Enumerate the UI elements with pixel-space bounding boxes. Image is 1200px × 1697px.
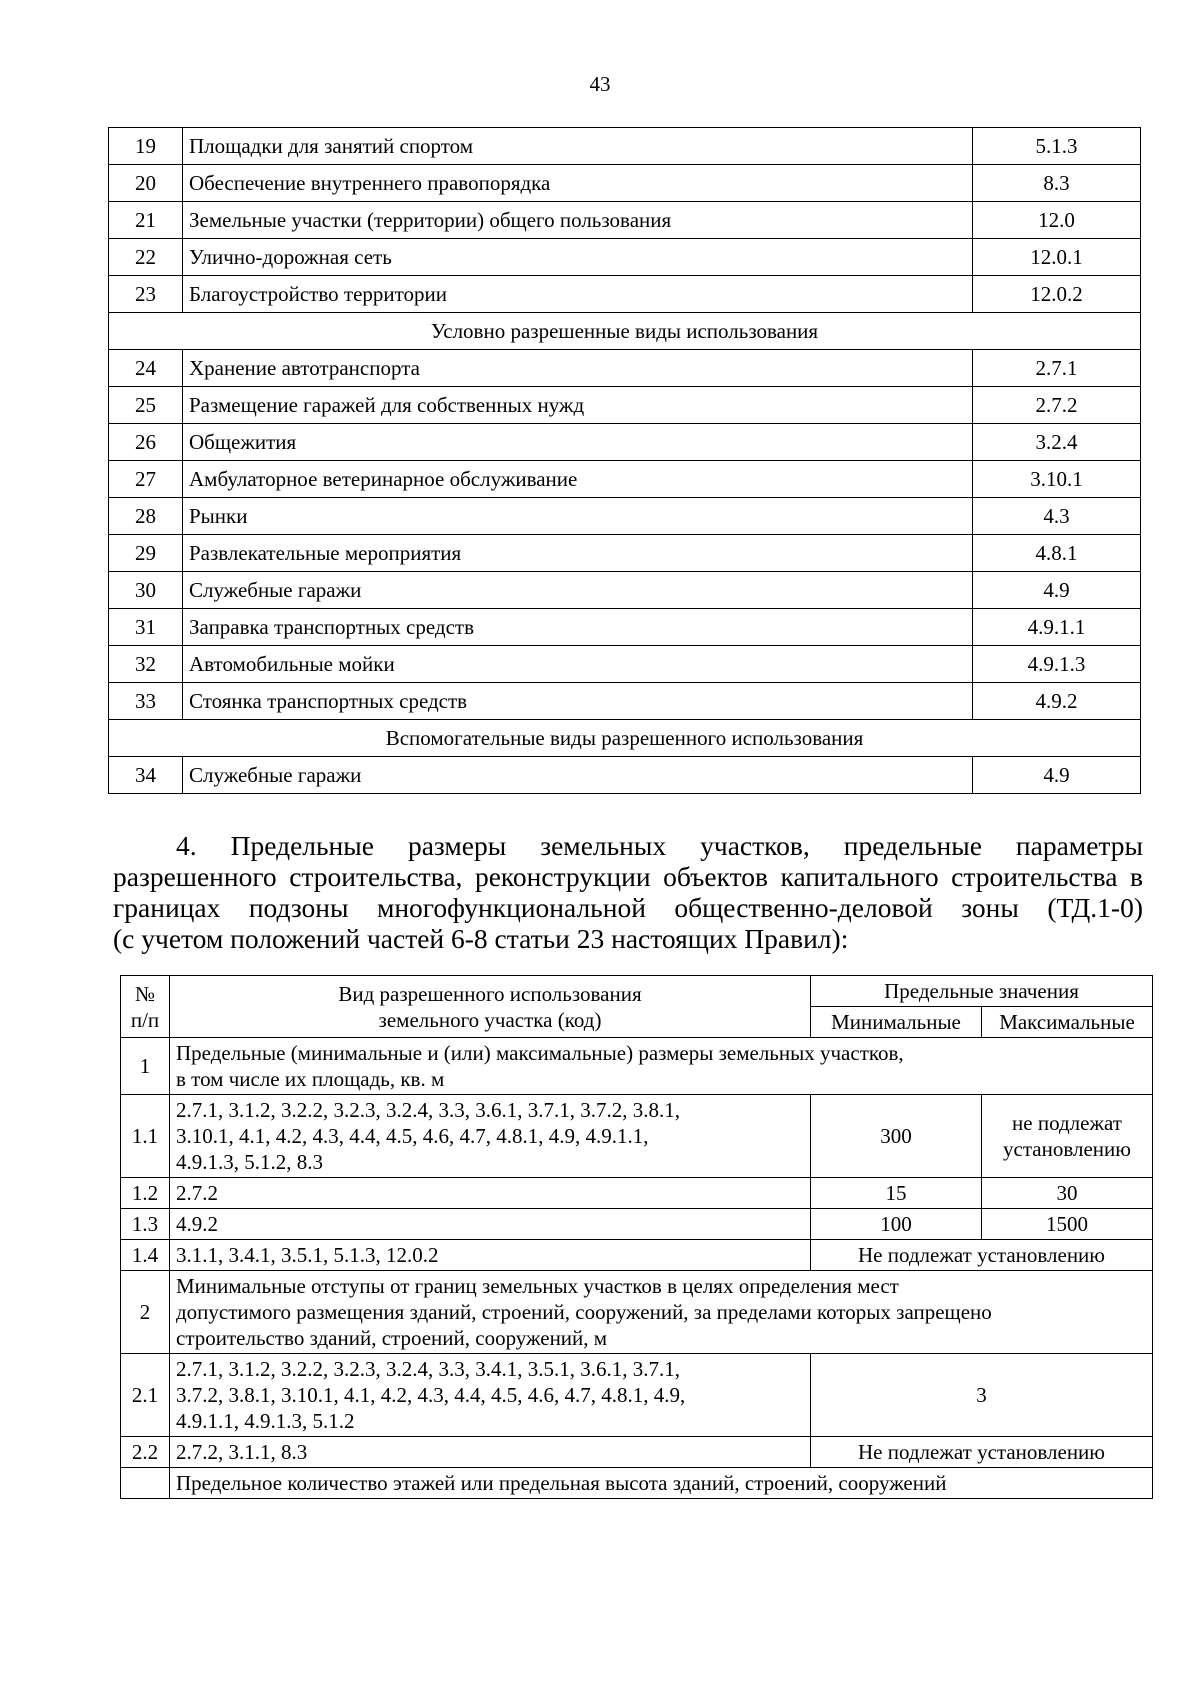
use-name: Благоустройство территории: [183, 276, 973, 313]
use-code: 3.10.1: [973, 461, 1141, 498]
row-max: [982, 1095, 1153, 1178]
use-row: [109, 165, 1141, 202]
row-description: [170, 1038, 1153, 1095]
header-row: [121, 976, 1153, 1007]
use-name: Автомобильные мойки: [183, 646, 973, 683]
use-name: Стоянка транспортных средств: [183, 683, 973, 720]
row-codes: 2.7.2, 3.1.1, 8.3: [170, 1437, 811, 1468]
row-codes: [170, 1095, 811, 1178]
use-name: Общежития: [183, 424, 973, 461]
table-row: [121, 1095, 1153, 1178]
description-line: Минимальные отступы от границ земельных участков в целях определения мест: [176, 1274, 899, 1298]
row-num: 1: [121, 1038, 170, 1095]
paragraph-line: границах подзоны многофункциональной общественно-деловой зоны (ТД.1-0): [113, 892, 1143, 923]
section-conditional-uses: Условно разрешенные виды использования: [109, 313, 1141, 350]
use-name: Служебные гаражи: [183, 757, 973, 794]
header-kind-line: Вид разрешенного использования: [338, 981, 642, 1006]
use-code: 12.0.2: [973, 276, 1141, 313]
use-code: 5.1.3: [973, 128, 1141, 165]
row-max: 1500: [982, 1209, 1153, 1240]
row-number: 34: [109, 757, 183, 794]
use-name: Заправка транспортных средств: [183, 609, 973, 646]
use-row: [109, 683, 1141, 720]
row-num: 2.1: [121, 1354, 170, 1437]
row-number: 28: [109, 498, 183, 535]
use-row: [109, 535, 1141, 572]
use-code: 4.3: [973, 498, 1141, 535]
table-row: [121, 1240, 1153, 1271]
use-code: 4.9.2: [973, 683, 1141, 720]
table-row: [121, 1209, 1153, 1240]
codes-line: 4.9.1.1, 4.9.1.3, 5.1.2: [176, 1409, 355, 1433]
use-row: [109, 757, 1141, 794]
page-number: 43: [589, 72, 611, 96]
codes-line: 2.7.1, 3.1.2, 3.2.2, 3.2.3, 3.2.4, 3.3, 3.6.1, 3.7.1, 3.7.2, 3.8.1,: [176, 1098, 680, 1122]
section-row: [109, 720, 1141, 757]
permitted-uses-table: [108, 127, 1141, 794]
use-code: 2.7.1: [973, 350, 1141, 387]
row-number: 31: [109, 609, 183, 646]
row-number: 30: [109, 572, 183, 609]
use-name: Размещение гаражей для собственных нужд: [183, 387, 973, 424]
row-num: 2: [121, 1271, 170, 1354]
use-code: 12.0.1: [973, 239, 1141, 276]
use-row: [109, 572, 1141, 609]
max-line: установлению: [1003, 1137, 1131, 1161]
use-code: 4.9.1.1: [973, 609, 1141, 646]
header-num-abbr: п/п: [130, 1007, 160, 1032]
row-max: 30: [982, 1178, 1153, 1209]
row-number: 25: [109, 387, 183, 424]
row-num: 1.2: [121, 1178, 170, 1209]
row-description: Предельное количество этажей или предельная высота зданий, строений, сооружений: [170, 1468, 1153, 1499]
row-codes: 2.7.2: [170, 1178, 811, 1209]
description-line: строительство зданий, строений, сооружений, м: [176, 1326, 608, 1350]
section-4-paragraph: [113, 830, 1143, 954]
use-name: Служебные гаражи: [183, 572, 973, 609]
use-name: Улично-дорожная сеть: [183, 239, 973, 276]
use-code: 4.9: [973, 757, 1141, 794]
use-code: 4.8.1: [973, 535, 1141, 572]
use-name: Обеспечение внутреннего правопорядка: [183, 165, 973, 202]
use-code: 4.9.1.3: [973, 646, 1141, 683]
use-code: 12.0: [973, 202, 1141, 239]
header-min: Минимальные: [811, 1007, 982, 1038]
row-codes: 3.1.1, 3.4.1, 3.5.1, 5.1.3, 12.0.2: [170, 1240, 811, 1271]
row-number: 22: [109, 239, 183, 276]
table-row: [121, 1437, 1153, 1468]
paragraph-line: (с учетом положений частей 6-8 статьи 23 настоящих Правил):: [113, 923, 849, 954]
header-limits: Предельные значения: [811, 976, 1153, 1007]
table-row: [121, 1038, 1153, 1095]
header-kind: [170, 976, 811, 1038]
row-number: 32: [109, 646, 183, 683]
table-row: [121, 1354, 1153, 1437]
table-row: [121, 1178, 1153, 1209]
use-row: [109, 461, 1141, 498]
header-num-symbol: №: [134, 981, 156, 1006]
row-num: 2.2: [121, 1437, 170, 1468]
row-min: 300: [811, 1095, 982, 1178]
use-name: Площадки для занятий спортом: [183, 128, 973, 165]
row-number: 21: [109, 202, 183, 239]
table-row: [121, 1468, 1153, 1499]
paragraph-line: разрешенного строительства, реконструкции объектов капитального строительства в: [113, 861, 1143, 892]
header-max: Максимальные: [982, 1007, 1153, 1038]
row-codes: 4.9.2: [170, 1209, 811, 1240]
limits-table: [120, 975, 1153, 1499]
use-row: [109, 239, 1141, 276]
use-code: 2.7.2: [973, 387, 1141, 424]
use-code: 3.2.4: [973, 424, 1141, 461]
use-name: Хранение автотранспорта: [183, 350, 973, 387]
row-number: 20: [109, 165, 183, 202]
row-num: 1.4: [121, 1240, 170, 1271]
section-row: [109, 313, 1141, 350]
use-row: [109, 609, 1141, 646]
codes-line: 4.9.1.3, 5.1.2, 8.3: [176, 1150, 323, 1174]
use-row: [109, 387, 1141, 424]
row-number: 27: [109, 461, 183, 498]
use-code: 8.3: [973, 165, 1141, 202]
paragraph-line: 4. Предельные размеры земельных участков, предельные параметры: [176, 830, 1143, 861]
header-num: [121, 976, 170, 1038]
table-row: [121, 1271, 1153, 1354]
row-number: 29: [109, 535, 183, 572]
row-number: 24: [109, 350, 183, 387]
max-line: не подлежат: [1012, 1111, 1122, 1135]
use-row: [109, 202, 1141, 239]
codes-line: 3.7.2, 3.8.1, 3.10.1, 4.1, 4.2, 4.3, 4.4, 4.5, 4.6, 4.7, 4.8.1, 4.9,: [176, 1383, 686, 1407]
use-code: 4.9: [973, 572, 1141, 609]
use-row: [109, 646, 1141, 683]
row-value: 3: [811, 1354, 1153, 1437]
codes-line: 2.7.1, 3.1.2, 3.2.2, 3.2.3, 3.2.4, 3.3, 3.4.1, 3.5.1, 3.6.1, 3.7.1,: [176, 1357, 680, 1381]
row-min: 15: [811, 1178, 982, 1209]
row-num: 1.3: [121, 1209, 170, 1240]
description-line: допустимого размещения зданий, строений, сооружений, за пределами которых запрещено: [176, 1300, 992, 1324]
description-line: в том числе их площадь, кв. м: [176, 1067, 445, 1091]
row-number: 33: [109, 683, 183, 720]
use-row: [109, 424, 1141, 461]
row-number: 23: [109, 276, 183, 313]
use-row: [109, 128, 1141, 165]
row-codes: [170, 1354, 811, 1437]
row-num: [121, 1468, 170, 1499]
section-auxiliary-uses: Вспомогательные виды разрешенного использования: [109, 720, 1141, 757]
row-min: 100: [811, 1209, 982, 1240]
use-name: Рынки: [183, 498, 973, 535]
codes-line: 3.10.1, 4.1, 4.2, 4.3, 4.4, 4.5, 4.6, 4.7, 4.8.1, 4.9, 4.9.1.1,: [176, 1124, 649, 1148]
row-value: Не подлежат установлению: [811, 1240, 1153, 1271]
use-name: Развлекательные мероприятия: [183, 535, 973, 572]
row-number: 26: [109, 424, 183, 461]
description-line: Предельные (минимальные и (или) максимальные) размеры земельных участков,: [176, 1041, 904, 1065]
use-name: Амбулаторное ветеринарное обслуживание: [183, 461, 973, 498]
header-kind-line: земельного участка (код): [378, 1007, 602, 1032]
use-row: [109, 498, 1141, 535]
row-value: Не подлежат установлению: [811, 1437, 1153, 1468]
row-description: [170, 1271, 1153, 1354]
use-row: [109, 276, 1141, 313]
use-row: [109, 350, 1141, 387]
use-name: Земельные участки (территории) общего пользования: [183, 202, 973, 239]
row-number: 19: [109, 128, 183, 165]
row-num: 1.1: [121, 1095, 170, 1178]
